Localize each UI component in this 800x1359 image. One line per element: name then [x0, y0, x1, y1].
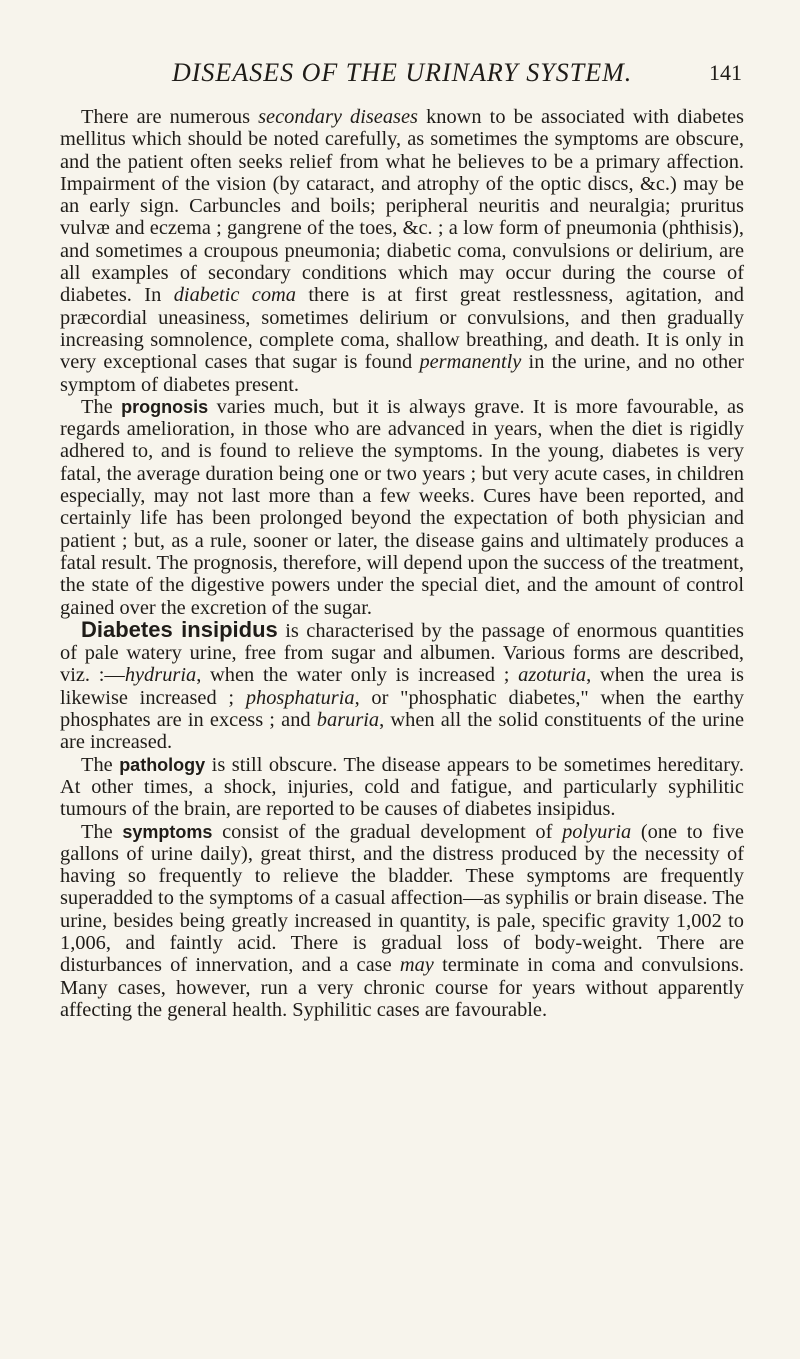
- italic-term: may: [399, 954, 434, 977]
- section-heading-pathology: pathology: [119, 754, 206, 775]
- text-run: The: [81, 820, 123, 843]
- paragraph-diabetes-insipidus: [60, 616, 745, 754]
- text-run: known to be associated with diabetes mellitus which should be noted carefully, as sometimes the symptoms are obscure, and the patient often seeks relief from what he believes to be a primary affection. Impairment of the vision (by cataract, and atrophy of the optic discs, &c.) may be an early sign. Carbuncles and boils; peripheral neuritis and neuralgia; pruritus vulvæ and eczema ; gangrene of the toes, &c. ; a low form of pneumonia (phthisis), and sometimes a croupous pneumonia; diabetic coma, convulsions or delirium, are all examples of secondary conditions which may occur during the course of diabetes. In: [60, 106, 744, 307]
- section-heading-symptoms: symptoms: [122, 821, 213, 842]
- italic-term: hydruria: [124, 664, 197, 687]
- italic-term: phosphaturia: [245, 686, 355, 709]
- paragraph-secondary-diseases: [60, 106, 744, 396]
- text-run: consist of the gradual development of: [212, 820, 563, 843]
- text-run: There are numerous: [81, 106, 259, 128]
- paragraph-prognosis: [60, 396, 744, 619]
- text-run: The: [81, 753, 120, 776]
- section-heading-diabetes-insipidus: Diabetes insipidus: [81, 616, 278, 642]
- italic-term: secondary diseases: [258, 106, 418, 128]
- italic-term: baruria: [316, 709, 380, 732]
- body-text: [60, 106, 744, 1021]
- text-run: The: [81, 395, 122, 418]
- text-run: , or "phosphatic diabetes," when the earthy phosphates are in excess ; and: [60, 686, 744, 732]
- italic-term: diabetic coma: [173, 284, 296, 307]
- section-heading-prognosis: prognosis: [121, 396, 209, 417]
- text-run: , when the water only is increased ;: [196, 664, 519, 687]
- paragraph-symptoms: [60, 821, 744, 1022]
- italic-term: azoturia: [518, 664, 587, 687]
- text-run: , when the urea is likewise increased ;: [60, 664, 744, 709]
- page-number: 141: [709, 60, 742, 85]
- text-run: terminate in coma and convulsions. Many cases, however, run a very chronic course for years without apparently affecting the general health. Syphilitic cases are favourable.: [60, 954, 744, 1021]
- text-run: , when all the solid constituents of the urine are increased.: [60, 709, 745, 754]
- text-run: is characterised by the passage of enormous quantities of pale watery urine, free from sugar and albumen. Various forms are described, viz. :—: [60, 619, 744, 687]
- italic-term: polyuria: [562, 820, 632, 843]
- paragraph-pathology: [60, 754, 744, 821]
- text-run: there is at first great restlessness, agitation, and præcordial uneasiness, sometimes delirium or convulsions, and then gradually increasing somnolence, complete coma, shallow breathing, and death. It is only in very exceptional cases that sugar is found: [60, 284, 744, 374]
- running-title: DISEASES OF THE URINARY SYSTEM.: [172, 58, 633, 87]
- text-run: is still obscure. The disease appears to be sometimes hereditary. At other times, a shock, injuries, cold and fatigue, and particularly syphilitic tumours of the brain, are reported to be causes of diabetes insipidus.: [60, 753, 744, 821]
- text-run: in the urine, and no other symptom of diabetes present.: [60, 351, 744, 396]
- text-run: varies much, but it is always grave. It is more favourable, as regards amelioration, in those who are advanced in years, when the diet is rigidly adhered to, and is found to relieve the symptoms. In the young, diabetes is very fatal, the average duration being one or two years ; but very acute cases, in children especially, may not last more than a few weeks. Cures have been reported, and certainly life has been prolonged beyond the expectation of both physician and patient ; but, as a rule, sooner or later, the disease gains and ultimately produces a fatal result. The prognosis, therefore, will depend upon the success of the treatment, the state of the digestive powers under the special diet, and the amount of control gained over the excretion of the sugar.: [60, 395, 744, 619]
- page-header: [60, 58, 742, 98]
- text-run: (one to five gallons of urine daily), great thirst, and the distress produced by the necessity of having so frequently to relieve the bladder. These symptoms are frequently superadded to the symptoms of a casual affection—as syphilis or brain disease. The urine, besides being greatly increased in quantity, is pale, specific gravity 1,002 to 1,006, and faintly acid. There is gradual loss of body-weight. There are disturbances of innervation, and a case: [60, 820, 744, 977]
- italic-term: permanently: [419, 351, 522, 374]
